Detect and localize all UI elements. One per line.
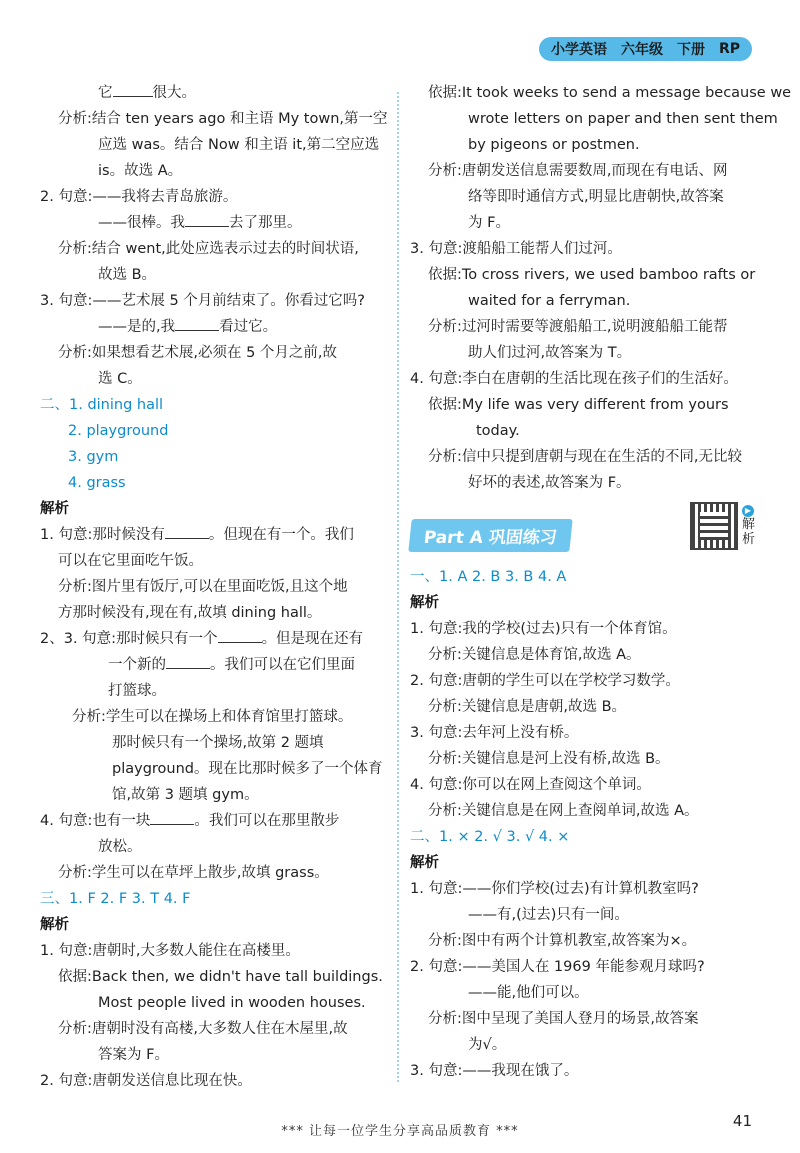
right-column [410, 80, 792, 1084]
analysis-line: 为 F。 [468, 215, 510, 231]
analysis-line: 分析:学生可以在操场上和体育馆里打篮球。 [72, 709, 353, 725]
question-line: 放松。 [98, 839, 142, 855]
explanation-heading: 解析 [410, 595, 439, 611]
question-line: 2. 句意:——我将去青岛旅游。 [40, 189, 238, 205]
question-line: 1. 句意:唐朝时,大多数人能住在高楼里。 [40, 943, 300, 959]
evidence-line: Most people lived in wooden houses. [98, 995, 366, 1011]
analysis-line: 分析:结合 ten years ago 和主语 My town,第一空 [58, 111, 388, 127]
explanation-heading: 解析 [40, 917, 69, 933]
evidence-line: wrote letters on paper and then sent them [468, 111, 778, 127]
question-line: 一个新的 。我们可以在它们里面 [40, 652, 385, 678]
question-line: 4. 句意:你可以在网上查阅这个单词。 [410, 777, 651, 793]
header-grade: 六年级 [620, 42, 663, 58]
question-line: 3. 句意:——我现在饿了。 [410, 1063, 579, 1079]
part-a-banner [410, 506, 760, 550]
question-line: 2. 句意:唐朝的学生可以在学校学习数学。 [410, 673, 680, 689]
question-line: 1. 句意:那时候没有 。但现在有一个。我们 [40, 522, 385, 548]
question-line: 1. 句意:我的学校(过去)只有一个体育馆。 [410, 621, 677, 637]
left-column [40, 80, 388, 1094]
answer-line: ——很棒。我 去了那里。 [40, 210, 385, 236]
analysis-line: 助人们过河,故答案为 T。 [468, 345, 632, 361]
section-two-answer: 4. grass [68, 475, 126, 491]
analysis-line: 分析:图片里有饭厅,可以在里面吃饭,且这个地 [58, 579, 348, 595]
analysis-line: 分析:图中呈现了美国人登月的场景,故答案 [428, 1011, 699, 1027]
analysis-line: 答案为 F。 [98, 1047, 169, 1063]
analysis-line: 分析:唐朝发送信息需要数周,而现在有电话、网 [428, 163, 728, 179]
analysis-line: 分析:学生可以在草坪上散步,故填 grass。 [58, 865, 329, 881]
section-two-answer: 二、1. dining hall [40, 397, 164, 413]
analysis-line: 那时候只有一个操场,故第 2 题填 [112, 735, 324, 751]
page-number: 41 [732, 1112, 752, 1130]
analysis-line: is。故选 A。 [98, 163, 183, 179]
analysis-line: 分析:过河时需要等渡船船工,说明渡船船工能帮 [428, 319, 728, 335]
header-volume: 下册 [676, 42, 705, 58]
analysis-line: 分析:图中有两个计算机教室,故答案为×。 [428, 933, 697, 949]
section-one-answers: 一、1. A 2. B 3. B 4. A [410, 569, 567, 585]
question-line: 2. 句意:唐朝发送信息比现在快。 [40, 1073, 252, 1089]
analysis-line: 分析:结合 went,此处应选表示过去的时间状语, [58, 241, 359, 257]
analysis-line: 方那时候没有,现在有,故填 dining hall。 [58, 605, 322, 621]
evidence-line: waited for a ferryman. [468, 293, 631, 309]
analysis-line: 分析:唐朝时没有高楼,大多数人住在木屋里,故 [58, 1021, 348, 1037]
analysis-line: 选 C。 [98, 371, 142, 387]
header-book: 小学英语 [550, 42, 607, 58]
question-line: 4. 句意:也有一块 。我们可以在那里散步 [40, 808, 385, 834]
analysis-line: 馆,故第 3 题填 gym。 [112, 787, 259, 803]
footer-slogan: *** 让每一位学生分享高品质教育 *** [281, 1124, 519, 1139]
evidence-line: 依据:Back then, we didn't have tall buildings. [58, 969, 383, 985]
header-edition: RP [718, 41, 740, 57]
book-header-badge [539, 37, 752, 61]
answer-line: ——能,他们可以。 [468, 985, 589, 1001]
column-divider [397, 92, 399, 1082]
qr-code-icon[interactable] [690, 502, 738, 550]
analysis-line: 故选 B。 [98, 267, 157, 283]
question-line: 3. 句意:去年河上没有桥。 [410, 725, 579, 741]
section-two-answers: 二、1. × 2. √ 3. √ 4. × [410, 829, 570, 845]
analysis-line: 分析:关键信息是体育馆,故选 A。 [428, 647, 641, 663]
evidence-line: by pigeons or postmen. [468, 137, 640, 153]
explanation-heading: 解析 [410, 855, 439, 871]
analysis-line: 分析:信中只提到唐朝与现在在生活的不同,无比较 [428, 449, 742, 465]
evidence-line: 依据:My life was very different from yours [428, 397, 729, 413]
evidence-line: 依据:To cross rivers, we used bamboo rafts or [428, 267, 756, 283]
analysis-line: playground。现在比那时候多了一个体育 [112, 761, 383, 777]
answer-line: ——是的,我 看过它。 [40, 314, 385, 340]
explanation-heading: 解析 [40, 501, 69, 517]
analysis-line: 络等即时通信方式,明显比唐朝快,故答案 [468, 189, 724, 205]
evidence-line: 依据:It took weeks to send a message because we [428, 85, 792, 101]
question-line: 2. 句意:——美国人在 1969 年能参观月球吗? [410, 959, 705, 975]
answer-line: 它 很大。 [40, 80, 385, 106]
analysis-line: 好坏的表述,故答案为 F。 [468, 475, 631, 491]
question-line: 3. 句意:渡船船工能帮人们过河。 [410, 241, 622, 257]
analysis-line: 分析:如果想看艺术展,必须在 5 个月之前,故 [58, 345, 338, 361]
answer-line: ——有,(过去)只有一间。 [468, 907, 629, 923]
analysis-line: 分析:关键信息是唐朝,故选 B。 [428, 699, 627, 715]
question-line: 打篮球。 [108, 683, 166, 699]
section-three-answers: 三、1. F 2. F 3. T 4. F [40, 891, 191, 907]
question-line: 2、3. 句意:那时候只有一个 。但是现在还有 [40, 626, 385, 652]
question-line: 3. 句意:——艺术展 5 个月前结束了。你看过它吗? [40, 293, 365, 309]
analysis-line: 应选 was。结合 Now 和主语 it,第二空应选 [98, 137, 380, 153]
play-icon: ▶ [742, 505, 754, 517]
qr-tag: ▶解析 [742, 506, 756, 547]
part-a-title: Part A 巩固练习 [408, 519, 572, 552]
analysis-line: 分析:关键信息是在网上查阅单词,故选 A。 [428, 803, 699, 819]
question-line: 4. 句意:李白在唐朝的生活比现在孩子们的生活好。 [410, 371, 738, 387]
section-two-answer: 2. playground [68, 423, 169, 439]
analysis-line: 为√。 [468, 1037, 507, 1053]
analysis-line: 分析:关键信息是河上没有桥,故选 B。 [428, 751, 670, 767]
question-line: 1. 句意:——你们学校(过去)有计算机教室吗? [410, 881, 699, 897]
evidence-line: today. [476, 423, 520, 439]
question-line: 可以在它里面吃午饭。 [58, 553, 203, 569]
section-two-answer: 3. gym [68, 449, 119, 465]
